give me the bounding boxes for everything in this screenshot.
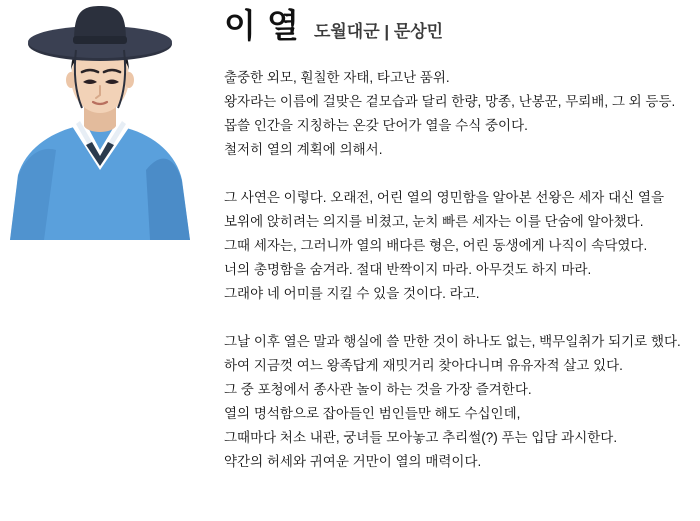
paragraph-1 <box>224 66 694 162</box>
text-line: 약간의 허세와 귀여운 거만이 열의 매력이다. <box>224 454 482 469</box>
hanbok-portrait-illustration <box>0 0 200 240</box>
text-line: 그날 이후 열은 말과 행실에 쓸 만한 것이 하나도 없는, 백무일취가 되기로 했다. <box>224 334 681 349</box>
character-header <box>224 8 443 44</box>
text-line: 그 사연은 이렇다. 오래전, 어린 열의 영민함을 알아본 선왕은 세자 대신 열을 <box>224 190 664 205</box>
paragraph-3 <box>224 330 694 474</box>
text-line: 보위에 앉히려는 의지를 비쳤고, 눈치 빠른 세자는 이를 단숨에 알아챘다. <box>224 214 644 229</box>
character-name: 이 열 <box>224 7 300 44</box>
text-line: 왕자라는 이름에 걸맞은 겉모습과 달리 한량, 망종, 난봉꾼, 무뢰배, 그 외 등등. <box>224 94 676 109</box>
text-line: 몹쓸 인간을 지칭하는 온갖 단어가 열을 수식 중이다. <box>224 118 528 133</box>
character-subtitle: 도월대군 | 문상민 <box>313 22 444 41</box>
text-line: 그래야 네 어미를 지킬 수 있을 것이다. 라고. <box>224 286 480 301</box>
paragraph-2 <box>224 186 694 306</box>
character-description <box>224 66 694 474</box>
text-line: 그 중 포청에서 종사관 놀이 하는 것을 가장 즐겨한다. <box>224 382 532 397</box>
character-portrait <box>0 0 200 240</box>
text-line: 하여 지금껏 여느 왕족답게 재밋거리 찾아다니며 유유자적 살고 있다. <box>224 358 623 373</box>
text-line: 출중한 외모, 훤칠한 자태, 타고난 품위. <box>224 70 450 85</box>
text-line: 너의 총명함을 숨겨라. 절대 반짝이지 마라. 아무것도 하지 마라. <box>224 262 592 277</box>
text-line: 철저히 열의 계획에 의해서. <box>224 142 383 157</box>
text-line: 그때 세자는, 그러니까 열의 배다른 형은, 어린 동생에게 나직이 속닥였다. <box>224 238 648 253</box>
text-line: 그때마다 처소 내관, 궁녀들 모아놓고 추리썰(?) 푸는 입담 과시한다. <box>224 430 618 445</box>
text-line: 열의 명석함으로 잡아들인 범인들만 해도 수십인데, <box>224 406 521 421</box>
